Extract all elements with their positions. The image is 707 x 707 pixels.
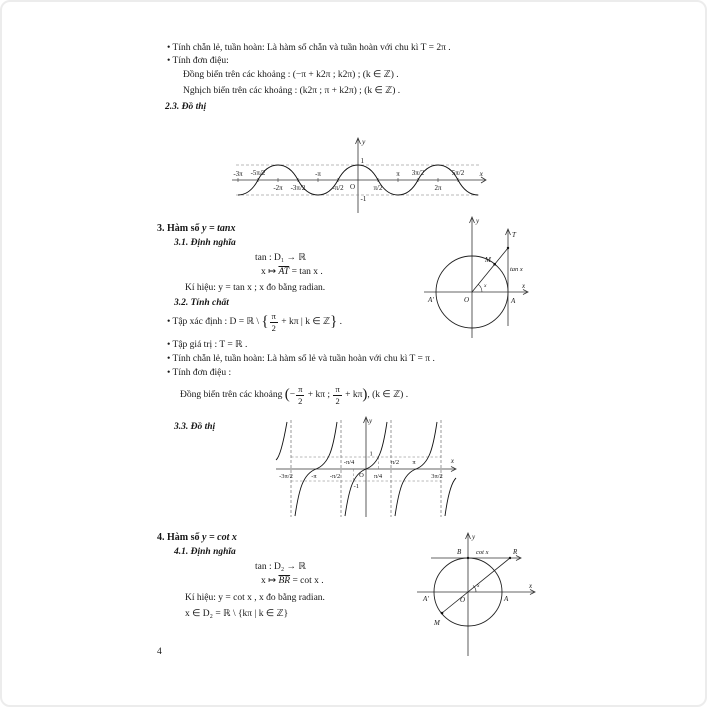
origin-label: O [349, 183, 355, 191]
cosine-graph [230, 135, 490, 217]
x-axis-label: x [450, 457, 454, 465]
cot-unit-circle [415, 528, 540, 660]
section3-title: 3. Hàm số y = tanx [157, 223, 236, 234]
O-label: O [460, 596, 466, 604]
s31-heading: 3.1. Định nghĩa [174, 238, 236, 248]
cos-increasing-line: Đồng biến trên các khoảng : (−π + k2π ; k2π) ; (k ∈ ℤ) . [183, 70, 399, 80]
page-number: 4 [157, 647, 162, 657]
svg-text:O: O [359, 472, 364, 479]
s32-heading: 3.2. Tính chất [174, 298, 229, 308]
M-label: M [485, 256, 491, 264]
svg-text:-π: -π [315, 170, 321, 178]
svg-text:2π: 2π [434, 184, 442, 192]
y-axis-label: y [476, 217, 480, 225]
tan-parity-line: • Tính chẵn lẻ, tuần hoàn: Là hàm số lẻ và tuần hoàn với chu kì T = π . [167, 354, 435, 364]
svg-text:3π/2: 3π/2 [431, 473, 443, 480]
svg-text:-π/4: -π/4 [343, 459, 355, 466]
T-label: T [512, 231, 516, 239]
minus-one-label: -1 [353, 483, 359, 490]
B-label: B [457, 548, 462, 556]
svg-text:-π/2: -π/2 [329, 473, 341, 480]
M-label: M [434, 619, 440, 627]
O-label: O [464, 296, 470, 304]
tanx-label: tan x [510, 266, 523, 273]
cot-mapping-line2: x ↦ $\overline{BR} = \cot x$ . [261, 576, 324, 586]
svg-text:-2π: -2π [273, 184, 283, 192]
A-prime-label: A' [428, 296, 434, 304]
svg-text:π/2: π/2 [390, 459, 400, 466]
R-label: R [513, 548, 518, 556]
svg-text:5π/2: 5π/2 [451, 169, 465, 177]
svg-text:π: π [412, 459, 416, 466]
one-label: 1 [360, 157, 364, 165]
s33-heading: 3.3. Đồ thị [174, 422, 216, 432]
angle-label: x [477, 583, 480, 589]
tan-unit-circle [422, 212, 532, 342]
svg-text:-5π/2: -5π/2 [250, 169, 266, 177]
s41-heading: 4.1. Định nghĩa [174, 547, 236, 557]
svg-text:π/4: π/4 [373, 473, 383, 480]
cotx-label: cot x [476, 549, 489, 556]
svg-text:-3π/2: -3π/2 [279, 473, 293, 480]
tick-labels [279, 459, 443, 480]
A-prime-label: A' [423, 595, 429, 603]
cos-parity-line: • Tính chẵn lẻ, tuần hoàn: Là hàm số chẵn và tuần hoàn với chu kì T = 2π . [167, 43, 451, 53]
one-label: 1 [369, 450, 373, 458]
svg-text:3π/2: 3π/2 [411, 169, 425, 177]
section4-title: 4. Hàm số y = cot x [157, 532, 237, 543]
point-M [493, 263, 496, 266]
cos-graph-heading: 2.3. Đồ thị [165, 102, 207, 112]
tan-mapping-line1: tan : D₁ → ℝ [255, 253, 306, 263]
x-axis-label: x [522, 282, 526, 290]
tan-notation-line: Kí hiệu: y = tan x ; x đo bằng radian. [185, 283, 326, 293]
cot-domain-line: x ∈ D₂ = ℝ \ {kπ | k ∈ ℤ} [185, 609, 289, 619]
svg-text:π/2: π/2 [373, 184, 383, 192]
x-axis-label: x [479, 169, 483, 178]
y-axis-label: y [369, 417, 373, 425]
point-M [441, 612, 444, 615]
svg-text:π: π [396, 170, 400, 178]
tan-graph [274, 414, 459, 519]
tan-monotonic-interval: Đồng biến trên các khoảng (− $\frac{\pi}{2}$ + kπ ; $\frac{\pi}{2}$ + kπ), (k ∈ ℤ) . [180, 384, 409, 406]
svg-text:-3π/2: -3π/2 [290, 184, 306, 192]
y-axis-label: y [362, 137, 366, 146]
svg-text:-π/2: -π/2 [332, 184, 344, 192]
point-T-intersection [507, 247, 509, 249]
tan-mapping-line2: x ↦ $\overline{AT} = \tan x$ . [261, 267, 323, 277]
radius-ray [472, 248, 508, 292]
tan-domain-line: • Tập xác định : D = ℝ \ { $\frac{\pi}{2}$ + kπ | k ∈ ℤ} . [167, 311, 343, 333]
cos-monotonic-heading: • Tính đơn điệu: [167, 56, 229, 66]
cos-decreasing-line: Nghịch biến trên các khoảng : (k2π ; π + k2π) ; (k ∈ ℤ) . [183, 86, 401, 96]
tan-range-line: • Tập giá trị : T = ℝ . [167, 340, 248, 350]
x-axis-label: x [529, 582, 533, 590]
tan-monotonic-heading: • Tính đơn điệu : [167, 368, 232, 378]
svg-text:-π: -π [311, 473, 317, 480]
angle-arc [478, 284, 482, 292]
cot-mapping-line1: tan : D₂ → ℝ [255, 562, 306, 572]
point-B [467, 557, 469, 559]
svg-text:-3π: -3π [233, 170, 243, 178]
angle-label: x [484, 283, 487, 289]
A-label: A [504, 595, 509, 603]
minus-one-label: -1 [360, 195, 367, 203]
cot-notation-line: Kí hiệu: y = cot x , x đo bằng radian. [185, 593, 325, 603]
y-axis-label: y [472, 533, 476, 541]
point-R [509, 557, 511, 559]
A-label: A [511, 297, 516, 305]
